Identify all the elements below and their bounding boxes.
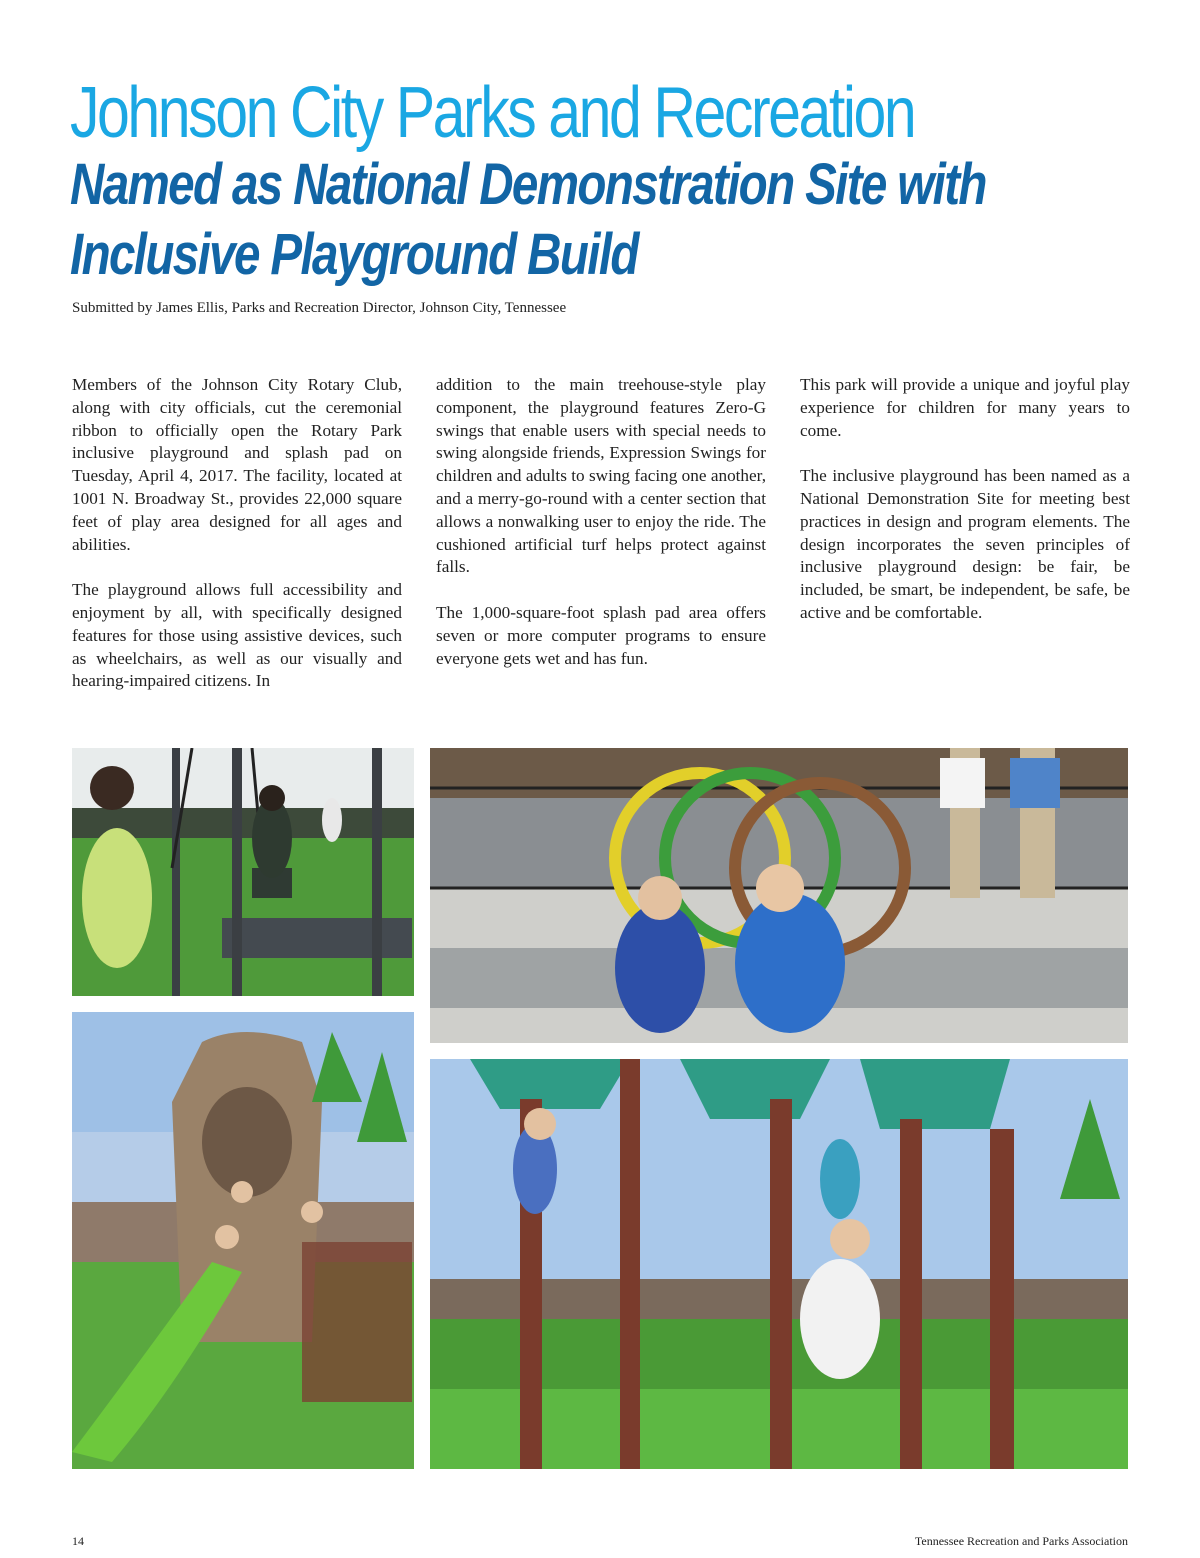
- paragraph: The playground allows full accessibility and enjoyment by all, with specifically designed features for those using assistive devices, such as wheelchairs, as well as our visually and hearing-impaired citizens. In: [72, 580, 402, 691]
- paragraph: addition to the main treehouse-style play component, the playground features Zero-G swings that enable users with special needs to swing alongside friends, Expression Swings for children and adults to swing facing one another, and a merry-go-round with a center section that allows a nonwalking user to enjoy the ride. The cushioned artificial turf helps protect against falls.: [436, 375, 766, 577]
- swings-photo: [72, 748, 414, 996]
- text-column-1: [72, 374, 402, 716]
- page-title: Johnson City Parks and Recreation: [70, 73, 915, 153]
- subtitle-line-2: Inclusive Playground Build: [70, 222, 638, 287]
- page-number: 14: [72, 1534, 84, 1548]
- byline: Submitted by James Ellis, Parks and Recreation Director, Johnson City, Tennessee: [72, 300, 567, 316]
- paragraph: Members of the Johnson City Rotary Club, along with city officials, cut the ceremonial ribbon to officially open the Rotary Park inclusive playground and splash pad on Tuesday, April 4, 2017. The facility, located at 1001 N. Broadway St., provides 22,000 square feet of play area designed for all ages and abilities.: [72, 375, 402, 554]
- paragraph: The inclusive playground has been named as a National Demonstration Site for meeting best practices in design and program elements. The design incorporates the seven principles of inclusive playground design: be fair, be included, be smart, be independent, be safe, be active and be comfortable.: [800, 466, 1130, 622]
- publication-name: Tennessee Recreation and Parks Association: [914, 1534, 1128, 1548]
- text-column-2: [436, 374, 766, 693]
- paragraph: The 1,000-square-foot splash pad area offers seven or more computer programs to ensure everyone gets wet and has fun.: [436, 602, 766, 668]
- treehouse-slide-photo: [72, 1012, 414, 1469]
- splash-pad-photo: [430, 748, 1128, 1043]
- text-column-3: [800, 374, 1130, 648]
- subtitle-line-1: Named as National Demonstration Site with: [70, 152, 986, 217]
- climbing-trees-photo: [430, 1059, 1128, 1469]
- page-subtitle: [70, 150, 1054, 290]
- paragraph: This park will provide a unique and joyful play experience for children for many years to come.: [800, 375, 1130, 440]
